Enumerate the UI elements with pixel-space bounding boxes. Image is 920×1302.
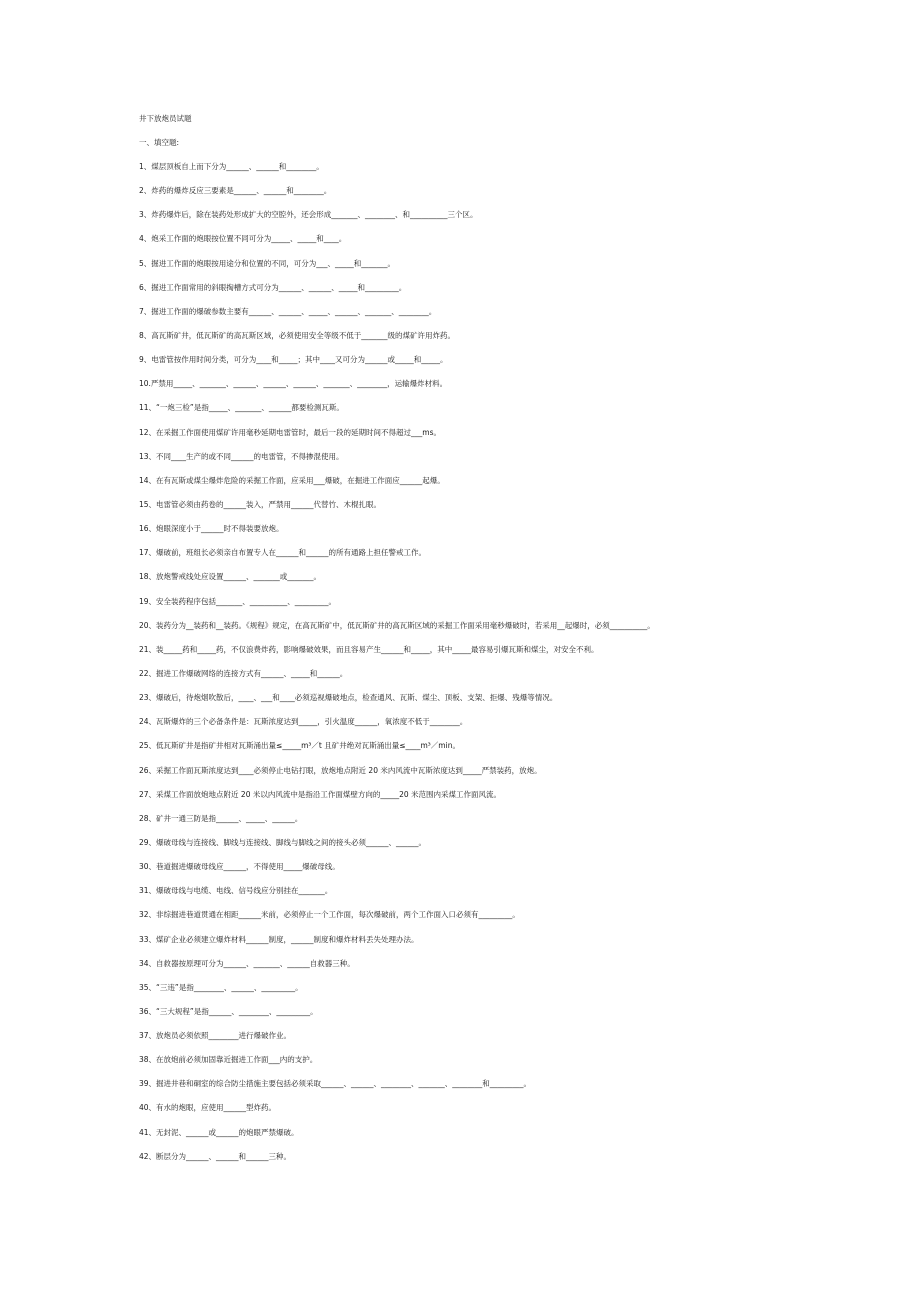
question-item: 39、掘进井巷和硐室的综合防尘措施主要包括必须采取______、______、________、_______、________和_________。 <box>139 1079 532 1089</box>
question-item: 6、掘进工作面常用的斜眼掏槽方式可分为______、______、_____和_________。 <box>139 282 407 292</box>
question-item: 13、不同____生产的或不同______的电雷管，不得掺混使用。 <box>139 451 344 461</box>
question-item: 19、安全装药程序包括_______、__________、_________。 <box>139 596 337 606</box>
question-item: 38、在放炮前必须加固靠近掘进工作面___内的支护。 <box>139 1055 318 1065</box>
question-item: 8、高瓦斯矿井，低瓦斯矿的高瓦斯区域，必须使用安全等级不低于_______级的煤矿许用炸药。 <box>139 330 456 340</box>
question-item: 23、爆破后，待炮烟吹散后，____、___和____必须巡视爆破地点，检查通风、瓦斯、煤尘、顶板、支架、拒爆、残爆等情况。 <box>139 693 558 703</box>
question-item: 36、“三大规程”是指______、________、_________。 <box>139 1006 318 1016</box>
question-item: 9、电雷管按作用时间分类，可分为____和_____；其中____又可分为______或_____和_____。 <box>139 355 448 365</box>
question-item: 24、瓦斯爆炸的三个必备条件是：瓦斯浓度达到_____，引火温度______，氧浓度不低于________。 <box>139 717 468 727</box>
question-item: 33、煤矿企业必须建立爆炸材料______制度，______制度和爆炸材料丢失处理办法。 <box>139 934 419 944</box>
question-item: 35、“三违”是指________、______、_________。 <box>139 982 303 992</box>
question-item: 37、放炮员必须依照________进行爆破作业。 <box>139 1031 292 1041</box>
document-title: 井下放炮员试题 <box>139 114 192 123</box>
question-item: 41、无封泥、______或______的炮眼严禁爆破。 <box>139 1127 299 1137</box>
question-item: 26、采掘工作面瓦斯浓度达到____必须停止电钻打眼，放炮地点附近 20 米内风流中瓦斯浓度达到_____严禁装药，放炮。 <box>139 765 542 775</box>
question-item: 14、在有瓦斯或煤尘爆炸危险的采掘工作面，应采用___爆破，在掘进工作面应______起爆。 <box>139 475 445 485</box>
question-item: 16、炮眼深度小于______时不得装要放炮。 <box>139 524 284 534</box>
question-item: 11、“一炮三检”是指_____、_______、______都要检测瓦斯。 <box>139 403 344 413</box>
question-item: 18、放炮警戒线处应设置______、_______或_______。 <box>139 572 322 582</box>
question-item: 3、炸药爆炸后，除在装药处形成扩大的空腔外，还会形成_______、________、和__________三个区。 <box>139 210 478 220</box>
question-item: 28、矿井一通三防是指______、_____、______。 <box>139 813 303 823</box>
question-item: 20、装药分为__装药和__装药。《规程》规定，在高瓦斯矿中，低瓦斯矿井的高瓦斯区域的采掘工作面采用毫秒爆破时，若采用__起爆时，必须__________。 <box>139 620 655 630</box>
question-item: 21、装_____药和_____药，不仅浪费炸药，影响爆破效果，而且容易产生______和_____，其中_____最容易引爆瓦斯和煤尘，对安全不利。 <box>139 644 599 654</box>
question-item: 42、断层分为______、______和______三种。 <box>139 1151 292 1161</box>
question-item: 22、掘进工作爆破网络的连接方式有______、_____和______。 <box>139 668 348 678</box>
question-item: 12、在采掘工作面使用煤矿许用毫秒延期电雷管时，最后一段的延期时间不得超过___ms。 <box>139 427 442 437</box>
question-item: 15、电雷管必须由药卷的______装入，严禁用______代替竹、木棍扎眼。 <box>139 499 382 509</box>
question-item: 10.严禁用_____、_______、______、______、______、_______、________，运输爆炸材料。 <box>139 379 448 389</box>
question-item: 40、有水的炮眼，应使用______型炸药。 <box>139 1103 277 1113</box>
question-item: 25、低瓦斯矿井是指矿井相对瓦斯涌出量≤_____m³／t 且矿井绝对瓦斯涌出量≤____m³／min。 <box>139 741 460 751</box>
question-item: 4、炮采工作面的炮眼按位置不同可分为_____、_____和____。 <box>139 234 347 244</box>
question-item: 34、自救器按原理可分为______、_______、______自救器三种。 <box>139 958 355 968</box>
question-item: 7、掘进工作面的爆破参数主要有______、______、_____、______、_______、________。 <box>139 306 437 316</box>
section-heading: 一、填空题: <box>139 138 180 147</box>
question-item: 1、煤层顶板自上而下分为______、______和________。 <box>139 162 324 171</box>
question-item: 5、掘进工作面的炮眼按用途分和位置的不同，可分为___、_____和_______。 <box>139 258 396 268</box>
question-item: 30、巷道掘进爆破母线应______，不得使用_____爆破母线。 <box>139 862 340 872</box>
question-item: 32、非综掘进巷道贯通在相距______米前，必须停止一个工作面，每次爆破前，两个工作面入口必须有_________。 <box>139 910 520 920</box>
question-list <box>139 161 779 1163</box>
question-item: 17、爆破前，班组长必须亲自布置专人在______和______的所有通路上担任警戒工作。 <box>139 548 427 558</box>
question-item: 2、炸药的爆炸反应三要素是______、______和________。 <box>139 186 332 196</box>
question-item: 27、采煤工作面放炮地点附近 20 米以内风流中是指沿工作面煤壁方向的_____20 米范围内采煤工作面风流。 <box>139 789 502 799</box>
question-item: 29、爆破母线与连接线、脚线与连接线、脚线与脚线之间的接头必须______、______。 <box>139 837 427 847</box>
question-item: 31、爆破母线与电缆、电线、信号线应分别挂在_______。 <box>139 886 333 896</box>
document-page <box>139 113 779 1175</box>
